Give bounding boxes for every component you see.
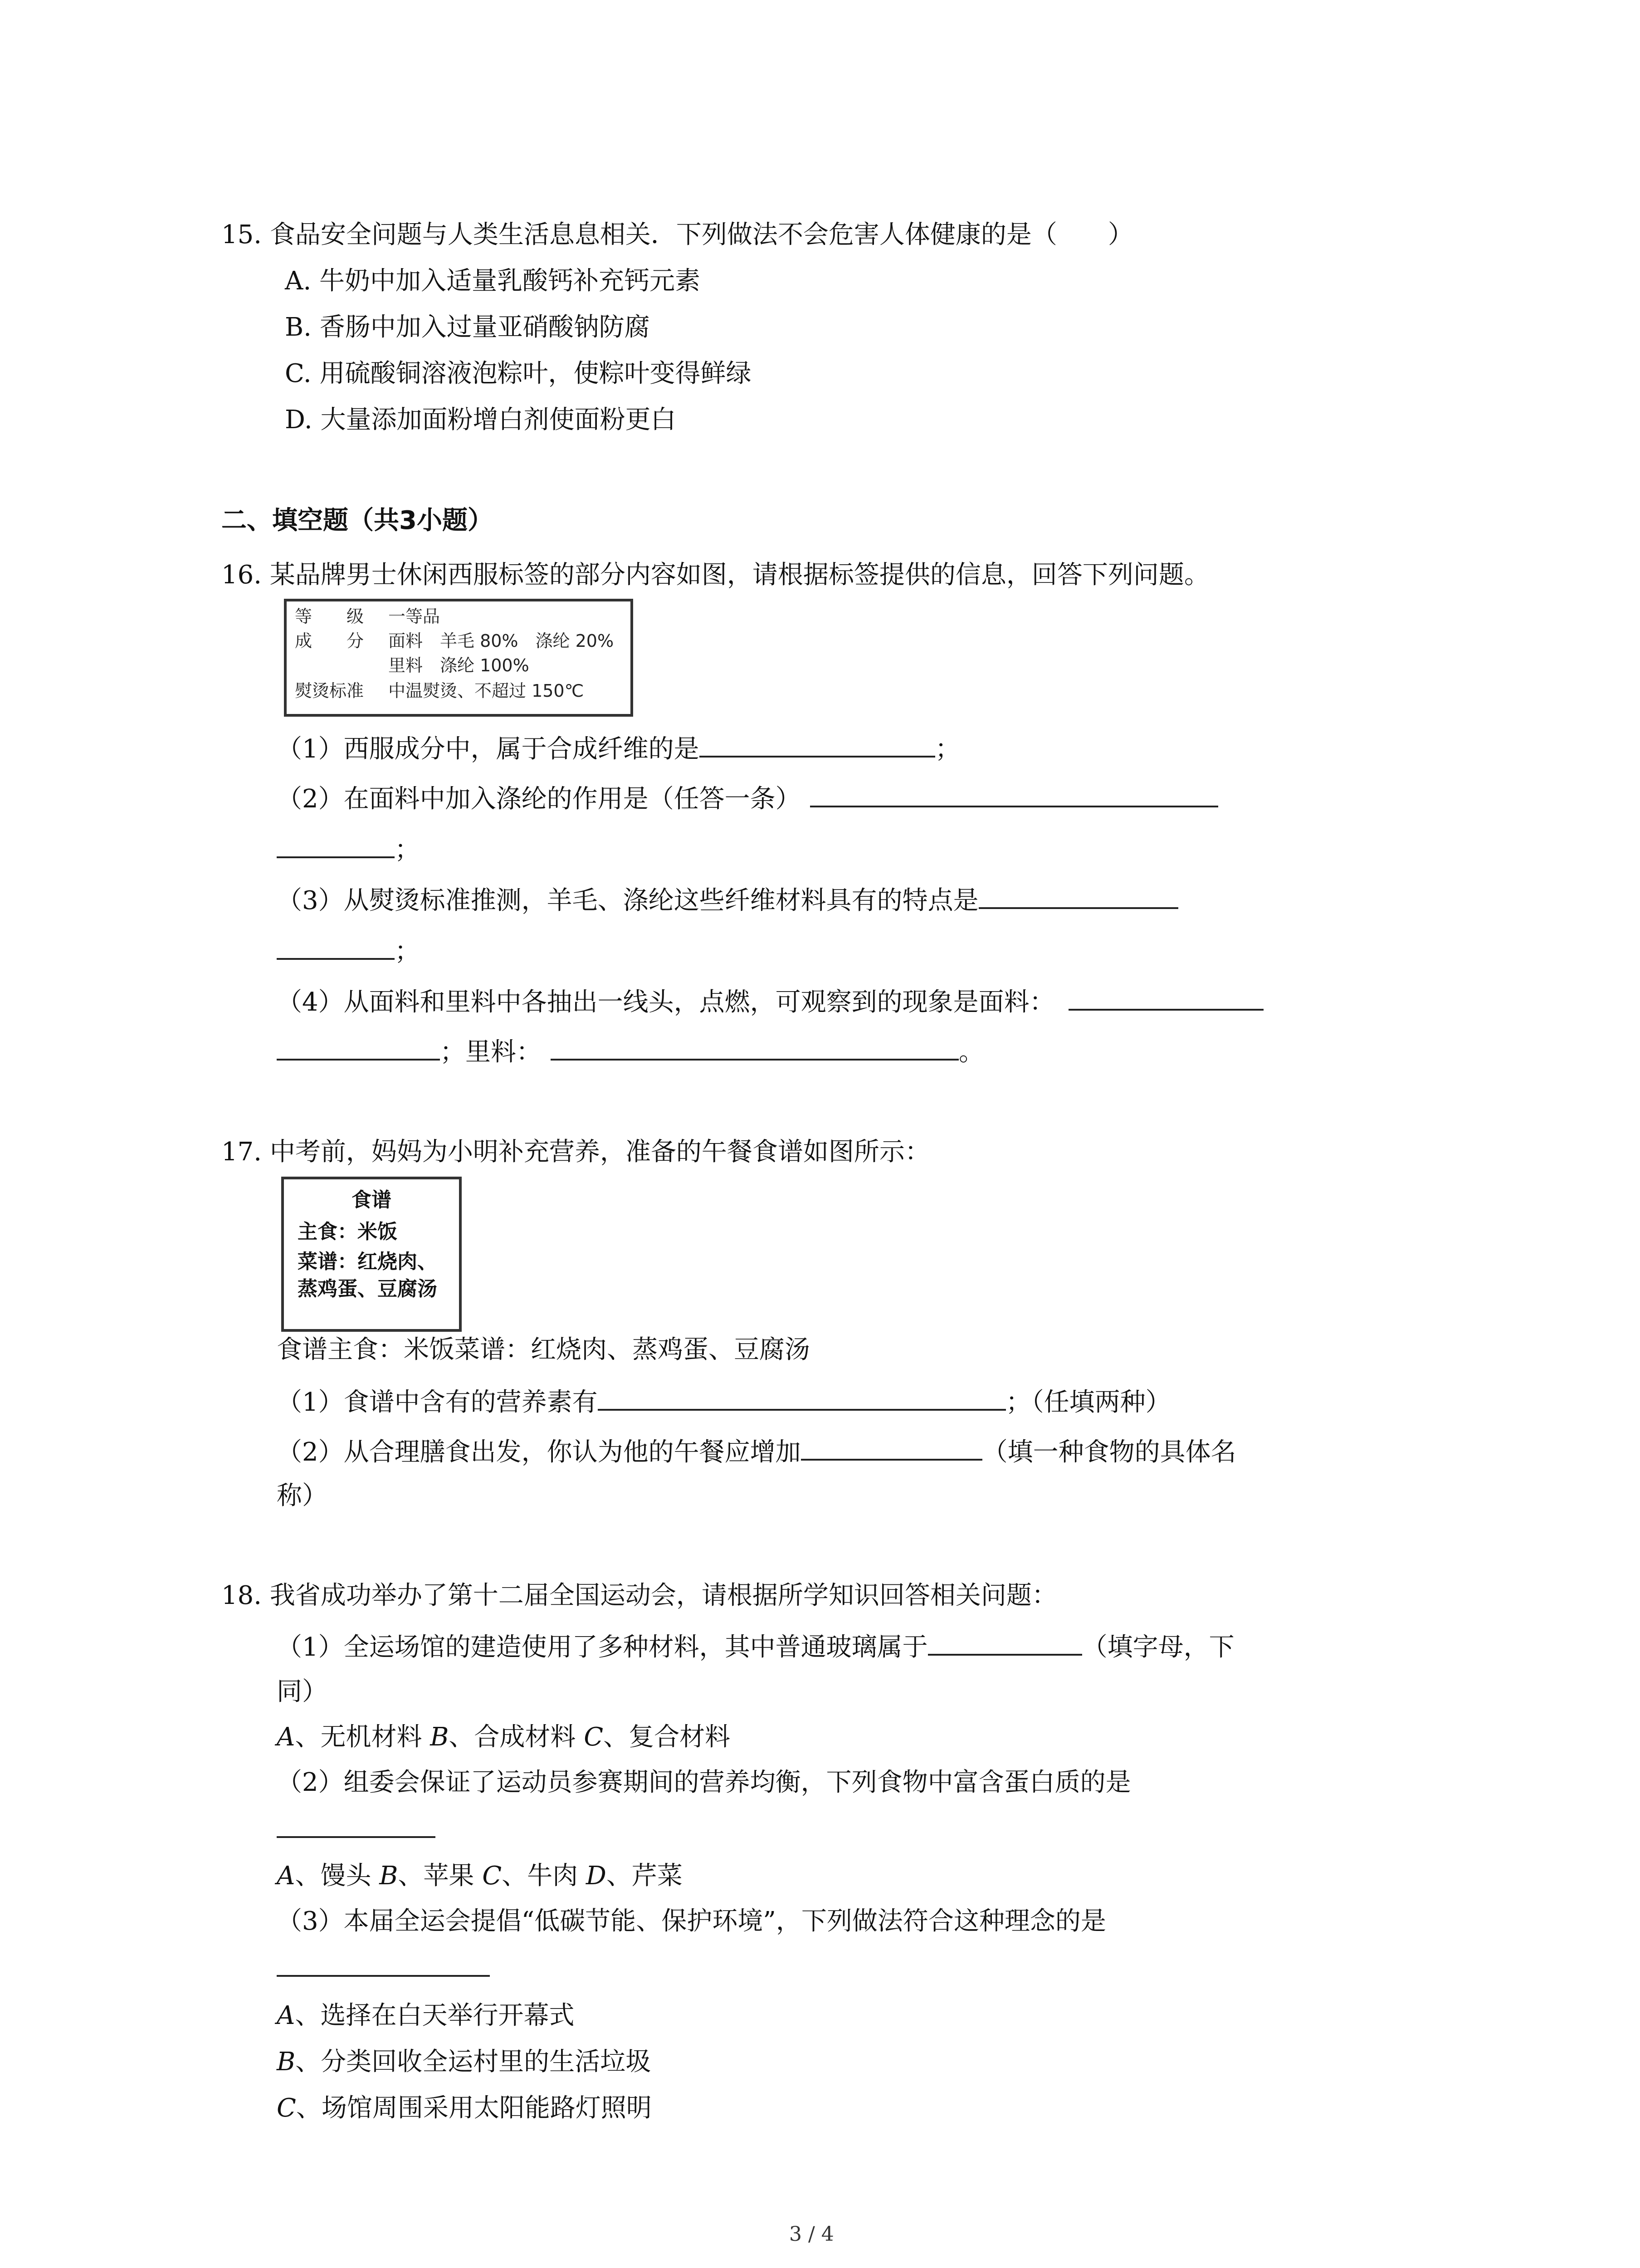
q18-part1-key-b: B bbox=[430, 1722, 449, 1752]
q18-part2-opt-d: 、芹菜 bbox=[606, 1861, 683, 1891]
q18-part2-key-d: D bbox=[586, 1861, 606, 1891]
menu-title: 食谱 bbox=[351, 1188, 391, 1212]
q18-part2-opt-b: 、苹果 bbox=[398, 1861, 483, 1891]
q18-part2-key-c: C bbox=[482, 1861, 502, 1891]
tag-grade-label: 等 级 bbox=[295, 606, 364, 626]
q18-part1-key-a: A bbox=[277, 1722, 295, 1752]
q18-part1-opt-b: 、合成材料 bbox=[449, 1722, 584, 1752]
tag-fabric-value: 面料 羊毛 80% 涤纶 20% bbox=[388, 631, 614, 651]
q17-part2-cont: 称） bbox=[277, 1481, 327, 1510]
q18-part3-answer bbox=[277, 1949, 490, 1987]
q18-part1-text: （1）全运场馆的建造使用了多种材料，其中普通玻璃属于 bbox=[277, 1633, 928, 1662]
q16-part1-blank[interactable] bbox=[699, 729, 935, 758]
q18-part2-options bbox=[277, 1858, 683, 1894]
q18-part1-options bbox=[277, 1719, 730, 1755]
q18-part1-opt-c: 、复合材料 bbox=[603, 1722, 731, 1752]
q18-part3-key-b: B bbox=[277, 2047, 296, 2077]
menu-line1: 主食：米饭 bbox=[298, 1220, 397, 1243]
q18-part1 bbox=[277, 1628, 1235, 1666]
q18-part3-opt-b: 、分类回收全运村里的生活垃圾 bbox=[295, 2047, 651, 2077]
q18-part1-key-c: C bbox=[584, 1722, 604, 1752]
q16-part3-blank[interactable] bbox=[979, 881, 1178, 909]
q17-part2-text: （2）从合理膳食出发，你认为他的午餐应增加 bbox=[277, 1437, 801, 1467]
q17-stem: 17. 中考前，妈妈为小明补充营养，准备的午餐食谱如图所示： bbox=[221, 1137, 930, 1167]
menu-image bbox=[281, 1177, 462, 1332]
q16-part3-blank-cont[interactable] bbox=[277, 932, 395, 960]
q18-part3-option-c bbox=[277, 2090, 652, 2126]
q18-part1-cont: 同） bbox=[277, 1677, 327, 1706]
page-number: 3 / 4 bbox=[789, 2223, 834, 2246]
q16-part4-blank-fabric[interactable] bbox=[1069, 982, 1264, 1011]
q16-part4-text: （4）从面料和里料中各抽出一线头，点燃，可观察到的现象是面料： bbox=[277, 987, 1055, 1017]
q16-part4-blank-lining[interactable] bbox=[551, 1032, 959, 1061]
q17-menu-text: 食谱主食：米饭菜谱：红烧肉、蒸鸡蛋、豆腐汤 bbox=[277, 1335, 810, 1364]
tag-lining-value: 里料 涤纶 100% bbox=[388, 655, 529, 675]
q18-part3-key-a: A bbox=[277, 2001, 295, 2030]
q17-part2-blank[interactable] bbox=[801, 1432, 982, 1461]
tag-grade-value: 一等品 bbox=[388, 606, 440, 626]
q18-stem: 18. 我省成功举办了第十二届全国运动会，请根据所学知识回答相关问题： bbox=[221, 1581, 1057, 1610]
q18-part3-option-a bbox=[277, 1998, 574, 2034]
q18-part3-key-c: C bbox=[277, 2093, 296, 2123]
q16-part2-blank-cont[interactable] bbox=[277, 830, 395, 858]
q16-part2-blank[interactable] bbox=[810, 779, 1218, 807]
q16-part2-cont bbox=[277, 830, 420, 868]
q16-part2-text: （2）在面料中加入涤纶的作用是（任答一条） bbox=[277, 784, 801, 814]
q18-part2-opt-c: 、牛肉 bbox=[502, 1861, 586, 1891]
q18-part3: （3）本届全运会提倡“低碳节能、保护环境”，下列做法符合这种理念的是 bbox=[277, 1906, 1106, 1936]
q16-part4-cont bbox=[277, 1032, 984, 1070]
tag-ironing-label: 熨烫标准 bbox=[295, 681, 364, 701]
q17-part1-blank[interactable] bbox=[598, 1383, 1006, 1411]
q17-part2 bbox=[277, 1432, 1236, 1471]
q15-stem: 15. 食品安全问题与人类生活息息相关．下列做法不会危害人体健康的是（ ） bbox=[221, 220, 1133, 249]
q17-part1 bbox=[277, 1383, 1171, 1421]
q16-part4-end: 。 bbox=[959, 1037, 984, 1067]
menu-line3: 蒸鸡蛋、豆腐汤 bbox=[298, 1277, 437, 1300]
q18-part3-option-b bbox=[277, 2044, 651, 2080]
q17-part2-end: （填一种食物的具体名 bbox=[982, 1437, 1236, 1467]
q15-option-b: B. 香肠中加入过量亚硝酸钠防腐 bbox=[285, 313, 650, 342]
q17-part1-text: （1）食谱中含有的营养素有 bbox=[277, 1388, 598, 1417]
tag-composition-label: 成 分 bbox=[295, 631, 364, 651]
q16-part4 bbox=[277, 982, 1264, 1021]
tag-ironing-value: 中温熨烫、不超过 150℃ bbox=[388, 681, 584, 701]
q18-part2: （2）组委会保证了运动员参赛期间的营养均衡，下列食物中富含蛋白质的是 bbox=[277, 1768, 1131, 1797]
q16-part3-text: （3）从熨烫标准推测，羊毛、涤纶这些纤维材料具有的特点是 bbox=[277, 886, 979, 915]
q18-part2-answer bbox=[277, 1810, 435, 1848]
q17-part1-end: ；（任填两种） bbox=[1005, 1388, 1171, 1417]
q18-part3-opt-c: 、场馆周围采用太阳能路灯照明 bbox=[296, 2093, 652, 2123]
q18-part2-key-a: A bbox=[277, 1861, 295, 1891]
q18-part2-blank[interactable] bbox=[277, 1810, 435, 1838]
menu-line2: 菜谱：红烧肉、 bbox=[298, 1250, 437, 1273]
q15-option-a: A. 牛奶中加入适量乳酸钙补充钙元素 bbox=[285, 266, 701, 296]
q18-part2-key-b: B bbox=[379, 1861, 398, 1891]
q18-part3-blank[interactable] bbox=[277, 1949, 490, 1977]
clothing-tag-image bbox=[284, 599, 633, 717]
q18-part1-blank[interactable] bbox=[928, 1628, 1082, 1656]
section-title: 二、填空题（共3小题） bbox=[221, 506, 493, 535]
q16-part3-cont bbox=[277, 932, 420, 970]
q15-option-d: D. 大量添加面粉增白剂使面粉更白 bbox=[285, 405, 676, 435]
q15-option-c: C. 用硫酸铜溶液泡粽叶，使粽叶变得鲜绿 bbox=[285, 359, 752, 388]
q18-part2-opt-a: 、馒头 bbox=[295, 1861, 380, 1891]
q16-part2-end: ； bbox=[395, 835, 420, 865]
q16-part1-text: （1）西服成分中，属于合成纤维的是 bbox=[277, 734, 699, 764]
q16-part4-blank-fabric-cont[interactable] bbox=[277, 1032, 440, 1061]
q16-part1-end: ； bbox=[935, 734, 961, 764]
q16-stem: 16. 某品牌男士休闲西服标签的部分内容如图，请根据标签提供的信息，回答下列问题。 bbox=[221, 560, 1210, 590]
q16-part1 bbox=[277, 729, 961, 767]
q18-part1-opt-a: 、无机材料 bbox=[295, 1722, 430, 1752]
q18-part3-opt-a: 、选择在白天举行开幕式 bbox=[295, 2001, 575, 2030]
q18-part1-end: （填字母，下 bbox=[1082, 1633, 1235, 1662]
q16-part4-mid: ；里料： bbox=[440, 1037, 542, 1067]
q16-part3-end: ； bbox=[395, 937, 420, 966]
q16-part2 bbox=[277, 779, 1218, 817]
q16-part3 bbox=[277, 881, 1178, 919]
